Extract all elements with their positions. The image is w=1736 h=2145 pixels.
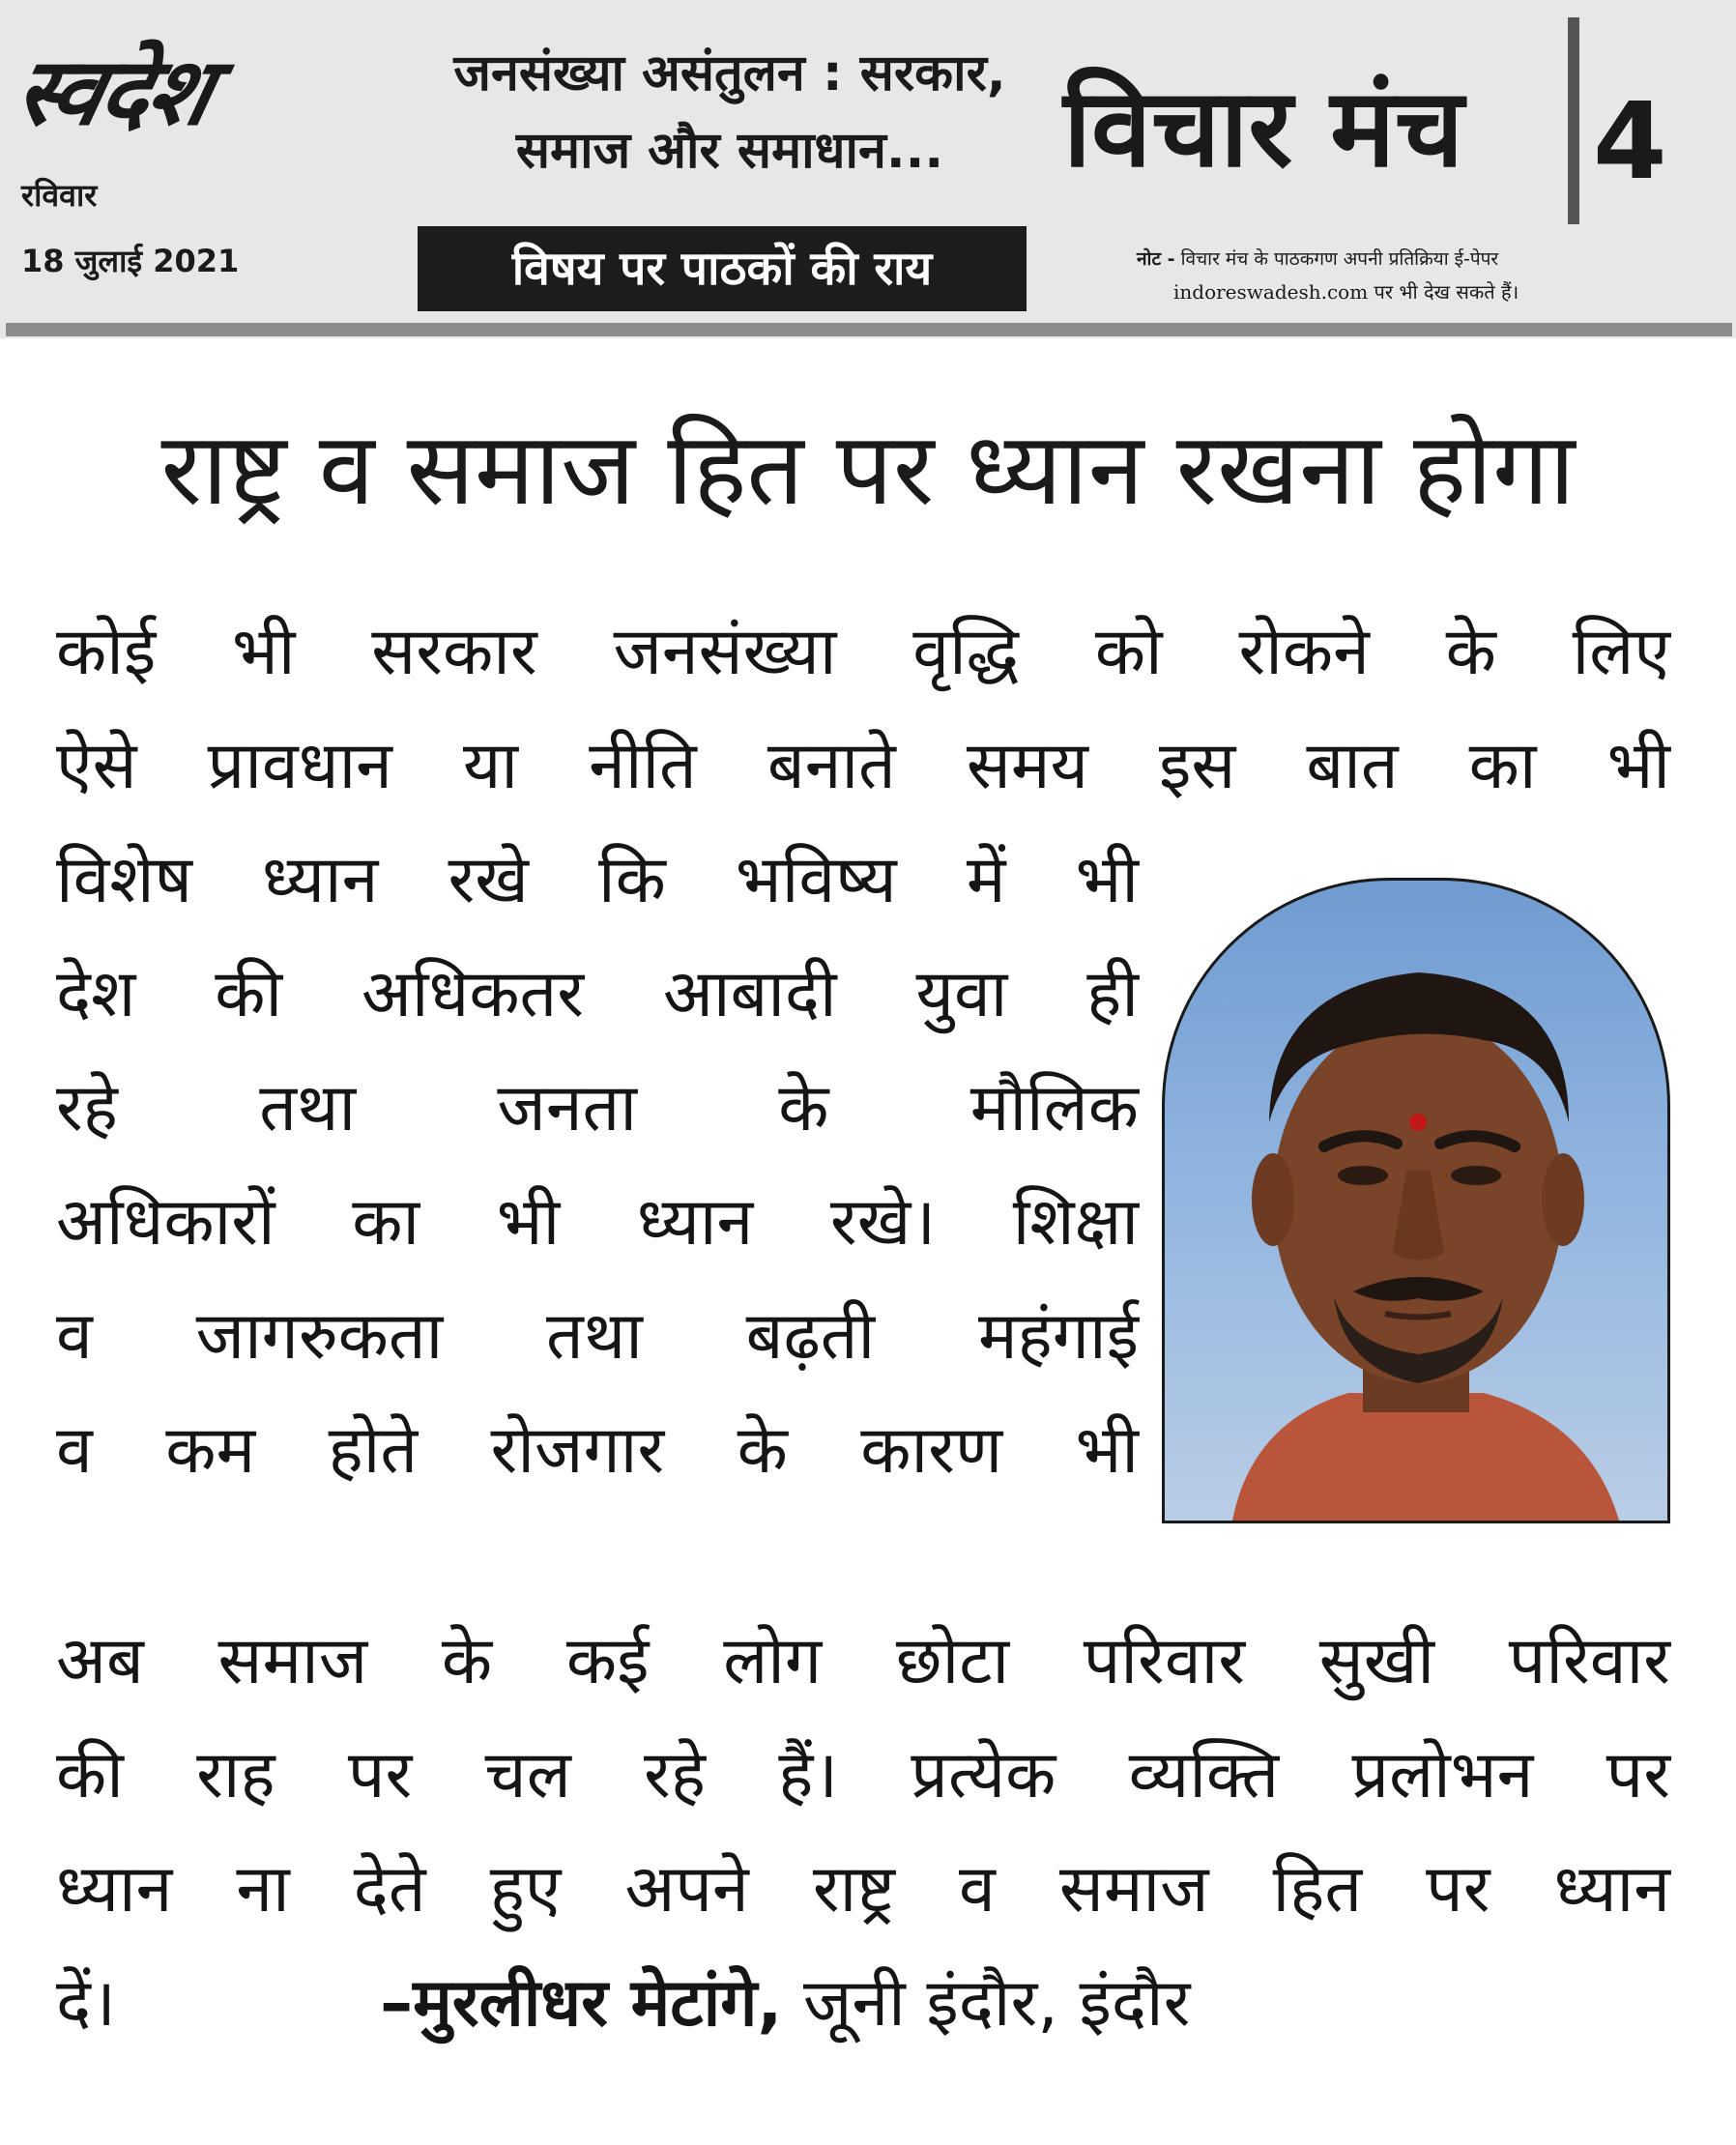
article-closing-line: [56, 1960, 1641, 2047]
author-name: –मुरलीधर मेटांगे,: [380, 1965, 783, 2042]
author-location: जूनी इंदौर, इंदौर: [802, 1965, 1191, 2042]
epaper-link[interactable]: indoreswadesh.com पर भी देख सकते हैं।: [1173, 280, 1519, 304]
publication-day: रविवार: [21, 177, 98, 214]
topic-line-1: जनसंख्या असंतुलन : सरकार,: [453, 44, 1006, 102]
article-line: व कम होते रोजगार के कारण भी: [56, 1412, 1139, 1489]
portrait-image: [1165, 881, 1667, 1521]
reader-note: [1137, 246, 1498, 271]
page-number: 4: [1593, 79, 1667, 203]
publication-date: 18 जुलाई 2021: [21, 243, 240, 279]
note-label: नोट -: [1137, 248, 1175, 270]
note-text: विचार मंच के पाठकगण अपनी प्रतिक्रिया ई-पेपर: [1180, 248, 1499, 270]
article-line: अधिकारों का भी ध्यान रखे। शिक्षा: [56, 1184, 1139, 1261]
article-line: की राह पर चल रहे हैं। प्रत्येक व्यक्ति प्रलोभन पर: [56, 1737, 1670, 1813]
article-line-end: दें।: [56, 1965, 116, 2042]
section-title: विचार मंच: [1063, 66, 1464, 191]
article-line: ध्यान ना देते हुए अपने राष्ट्र व समाज हित पर ध्यान: [56, 1851, 1670, 1928]
topic-line-2: समाज और समाधान...: [515, 122, 944, 180]
article-headline: राष्ट्र व समाज हित पर ध्यान रखना होगा: [160, 410, 1576, 528]
discussion-topic: [406, 35, 1054, 189]
article-line: अब समाज के कई लोग छोटा परिवार सुखी परिवार: [56, 1623, 1670, 1699]
article-line: रहे तथा जनता के मौलिक: [56, 1070, 1139, 1146]
author-photo: [1162, 878, 1670, 1523]
article-line: कोई भी सरकार जनसंख्या वृद्धि को रोकने के लिए: [56, 614, 1670, 690]
topic-label-box: विषय पर पाठकों की राय: [418, 226, 1027, 311]
article-line: व जागरुकता तथा बढ़ती महंगाई: [56, 1298, 1139, 1375]
article-line: विशेष ध्यान रखे कि भविष्य में भी: [56, 842, 1139, 918]
article-line: ऐसे प्रावधान या नीति बनाते समय इस बात का भी: [56, 728, 1670, 804]
header-divider: [6, 323, 1732, 336]
section-divider: [1568, 17, 1579, 224]
masthead: [0, 0, 1736, 338]
newspaper-logo: स्वदेश: [6, 37, 222, 146]
article-line: देश की अधिकतर आबादी युवा ही: [56, 956, 1139, 1032]
